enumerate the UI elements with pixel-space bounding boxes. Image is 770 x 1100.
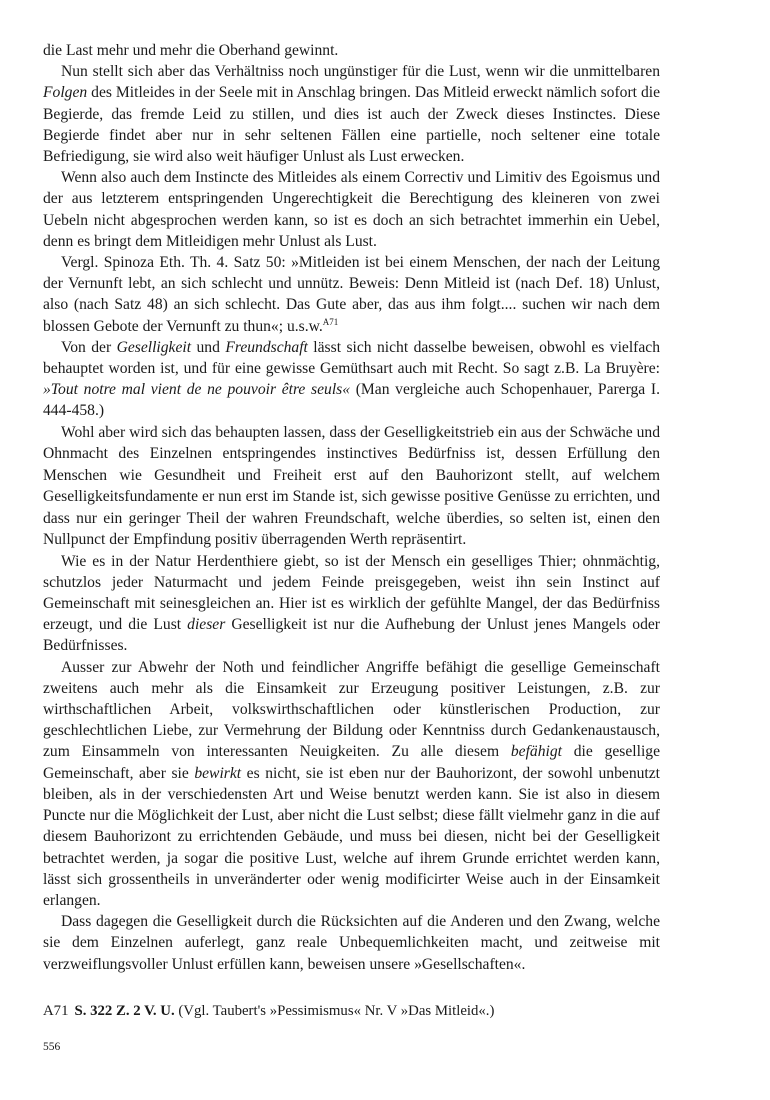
paragraph-gesellschaften: Dass dagegen die Geselligkeit durch die Rücksichten auf die Anderen und den Zwang, welche sie dem Einzelnen auferlegt, ganz reale Unbequemlichkeiten macht, und zeitweise mit verzweiflungsvoller Unlust erfüllen kann, beweisen unsere »Gesellschaften«. (43, 913, 660, 973)
paragraph-geselligkeitstrieb: Wohl aber wird sich das behaupten lassen, dass der Geselligkeitstrieb ein aus der Schwäche und Ohnmacht des Einzelnen entspringendes instinctives Bedürfniss ist, dessen Erfüllung den Menschen wie Gesundheit und Freiheit erst auf den Bauhorizont stellt, auf welchem Geselligkeitsfundamente er nun erst im Stande ist, sich gewisse positive Genüsse zu errichten, und dass nur ein geringer Theil der wahren Freundschaft, welche überdies, so selten ist, einen den Nullpunct der Empfindung positiv überragenden Werth repräsentirt. (43, 423, 660, 549)
text-run: Nun stellt sich aber das Verhältniss noch ungünstiger für die Lust, wenn wir die unmittelbaren (61, 63, 660, 81)
emphasis-la-bruyere-quote: »Tout notre mal vient de ne pouvoir être seuls« (43, 381, 351, 399)
text-run: Vergl. Spinoza Eth. Th. 4. Satz 50: »Mitleiden ist bei einem Menschen, der nach der Leitung der Vernunft lebt, an sich schlecht und unnütz. Beweis: Denn Mitleid ist (nach Def. 18) Unlust, also (nach Satz 48) an sich schlecht. Das Gute aber, das aus ihm folgt.... suchen wir nach dem blossen Gebote der Vernunft zu thun«; u.s.w. (43, 254, 660, 335)
footnote-marker: A71 (43, 1003, 69, 1019)
text-run: die gesellige Gemeinschaft, aber sie (43, 743, 660, 782)
paragraph-mitleid-folgen (43, 61, 660, 167)
annotation-reference-a71[interactable]: A71 (322, 316, 339, 327)
body-text (43, 40, 660, 975)
paragraph-instinct-mitleid: Wenn also auch dem Instincte des Mitleides als einem Correctiv und Limitiv des Egoismus und der aus letzterem entspringenden Ungerechtigkeit die Berechtigung des kleineren von zwei Uebeln nicht abgesprochen werden kann, so ist es doch an sich betrachtet immerhin ein Uebel, denn es bringt dem Mitleidigen mehr Unlust als Lust. (43, 169, 660, 250)
text-run: lässt sich nicht dasselbe beweisen, obwohl es vielfach behauptet worden ist, und für eine gewisse Gemüthsart auch mit Recht. So sagt z.B. La Bruyère: (43, 338, 660, 378)
emphasis-befaehigt: befähigt (510, 743, 562, 761)
paragraph-spinoza-quote (43, 252, 660, 337)
text-run: Wie es in der Natur Herdenthiere giebt, so ist der Mensch ein geselliges Thier; ohnmächtig, schutzlos jeder Naturmacht und jedem Feinde preisgegeben, weist ihn sein Instinct auf Gemeinschaft mit seinesgleichen an. Hier ist es wirklich der gefühlte Mangel, der das Bedürfniss erzeugt, und die Lust (43, 552, 660, 634)
footnote-a71 (43, 1001, 660, 1021)
text-run: des Mitleides in der Seele mit in Anschlag bringen. Das Mitleid erweckt nämlich sofort die Begierde, das fremde Leid zu stillen, und dies ist auch der Zweck dieses Instinctes. Diese Begierde findet aber nur in sehr seltenen Fällen eine partielle, noch seltener eine totale Befriedigung, sie wird also weit häufiger Unlust als Lust erwecken. (43, 84, 660, 166)
paragraph-gesellige-gemeinschaft (43, 657, 660, 911)
text-run: Geselligkeit ist nur die Aufhebung der Unlust jenes Mangels oder Bedürfnisses. (43, 616, 660, 655)
text-run: Von der (61, 338, 117, 356)
paragraph-geselligkeit-freundschaft (43, 337, 660, 422)
footnote-reference: S. 322 Z. 2 V. U. (74, 1003, 175, 1019)
emphasis-dieser: dieser (187, 616, 226, 634)
emphasis-folgen: Folgen (43, 84, 88, 102)
emphasis-bewirkt: bewirkt (194, 764, 242, 782)
paragraph-herdenthiere (43, 551, 660, 657)
text-run: (Man vergleiche auch Schopenhauer, Parerga I. 444-458.) (43, 381, 661, 420)
text-run: und (191, 338, 226, 356)
emphasis-freundschaft: Freundschaft (225, 338, 308, 356)
text-run: Ausser zur Abwehr der Noth und feindlicher Angriffe befähigt die gesellige Gemeinschaft zweitens auch mehr als die Einsamkeit zur Erzeugung positiver Leistungen, z.B. zur wirthschaftlichen Arbeit, volkswirthschaftlichen oder künstlerischen Production, zur geschlechtlichen Liebe, zur Vermehrung der Bildung oder Kenntniss durch Gedankenaustausch, zum Einsammeln von interessanten Neuigkeiten. Zu alle diesem (43, 658, 660, 761)
page-number: 556 (43, 1041, 61, 1053)
text-run: es nicht, sie ist eben nur der Bauhorizont, der sowohl unbenutzt bleiben, als in der verschiedensten Art und Weise benutzt werden kann. Sie ist also in diesem Puncte nur die Möglichkeit der Lust, aber nicht die Lust selbst; diese fällt vielmehr ganz in die auf diesem Bauhorizont zu errichtenden Gebäude, und muss bei diesen, nicht bei der Geselligkeit betrachtet werden, ja sogar die positive Lust, welche auf ihrem Grunde errichtet werden kann, lässt sich grossentheils in unveränderter oder wenig modificirter Weise auch in der Einsamkeit erlangen. (43, 764, 660, 909)
paragraph-continuation: die Last mehr und mehr die Oberhand gewinnt. (43, 42, 339, 59)
page (43, 40, 660, 975)
footnote-text: (Vgl. Taubert's »Pessimismus« Nr. V »Das Mitleid«.) (174, 1003, 495, 1019)
emphasis-geselligkeit: Geselligkeit (116, 338, 192, 356)
